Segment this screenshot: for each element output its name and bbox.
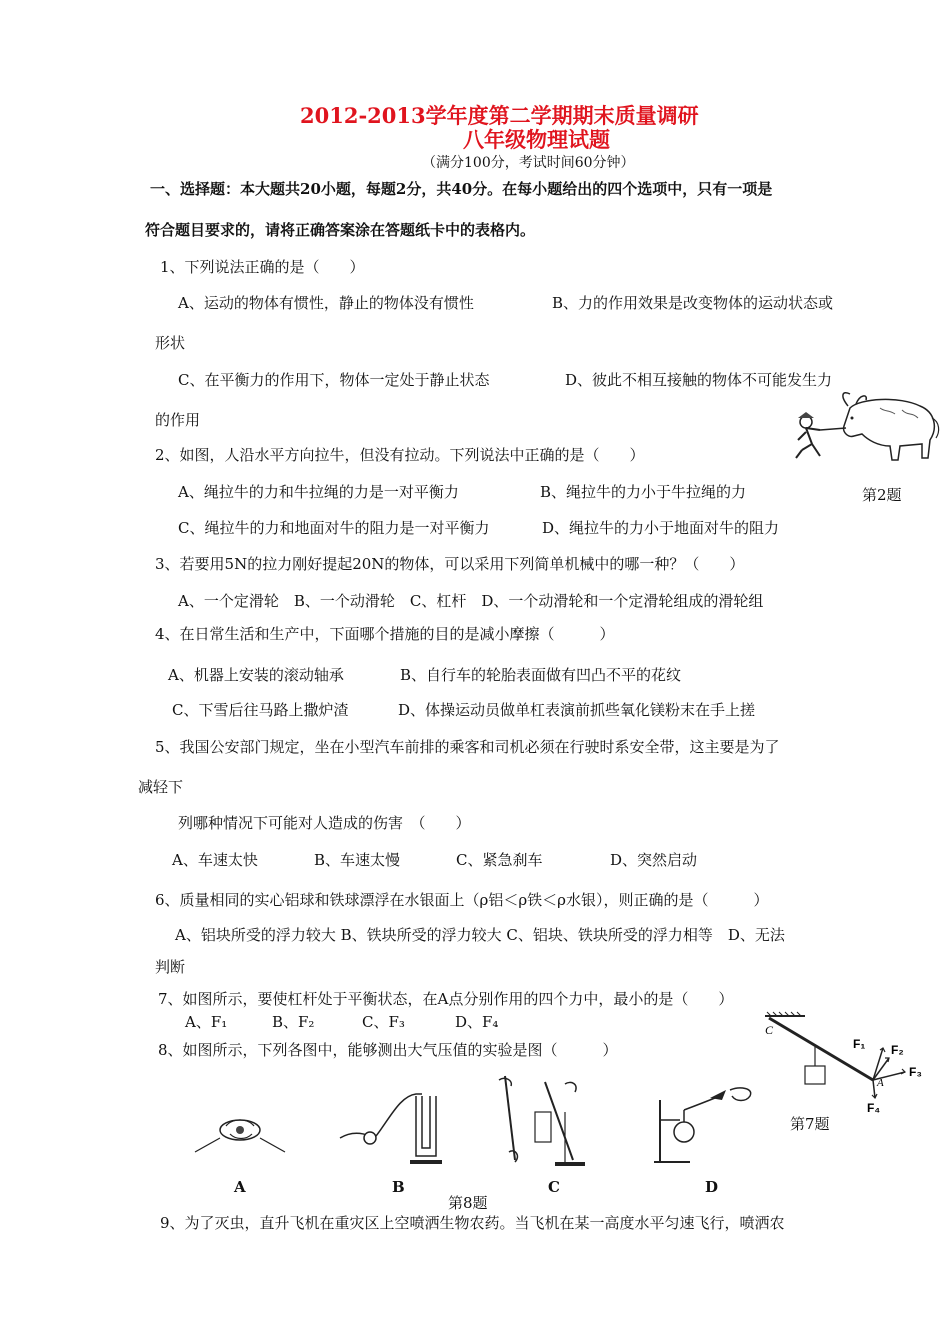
q8-label-d: D (705, 1178, 719, 1196)
q7-stem: 7、如图所示，要使杠杆处于平衡状态，在A点分别作用的四个力中，最小的是（ ） (158, 990, 734, 1008)
q5-option-c: C、紧急刹车 (456, 851, 543, 869)
q1-option-d-cont: 的作用 (155, 411, 201, 429)
person-pulling-ox-figure (790, 388, 940, 470)
exam-score-time: （满分100分，考试时间60分钟） (422, 155, 635, 171)
q4-stem: 4、在日常生活和生产中，下面哪个措施的目的是减小摩擦（ ） (155, 625, 615, 643)
q8-label-a: A (234, 1178, 246, 1196)
section-intro-line1: 一、选择题：本大题共20小题，每题2分，共40分。在每小题给出的四个选项中，只有一项是 (150, 180, 773, 198)
q4-option-c: C、下雪后往马路上撒炉渣 (172, 701, 349, 719)
q7-option-c: C、F₃ (362, 1013, 405, 1031)
q2-figure-caption: 第2题 (862, 486, 902, 504)
q2-option-d: D、绳拉牛的力小于地面对牛的阻力 (542, 519, 780, 537)
lever-label-f3: F₃ (909, 1065, 922, 1079)
q5-option-d: D、突然启动 (610, 851, 698, 869)
q2-option-b: B、绳拉牛的力小于牛拉绳的力 (540, 483, 747, 501)
q1-option-c: C、在平衡力的作用下，物体一定处于静止状态 (178, 371, 490, 389)
q7-option-b: B、F₂ (272, 1013, 315, 1031)
q8-label-b: B (392, 1178, 405, 1196)
lever-label-f1: F₁ (853, 1037, 866, 1051)
lever-label-c: C (765, 1023, 774, 1037)
q5-option-a: A、车速太快 (172, 851, 258, 869)
q6-options: A、铝块所受的浮力较大 B、铁块所受的浮力较大 C、铝块、铁块所受的浮力相等 D、无法 (175, 926, 785, 944)
q2-stem: 2、如图，人沿水平方向拉牛，但没有拉动。下列说法中正确的是（ ） (155, 446, 645, 464)
section-intro-line2: 符合题目要求的，请将正确答案涂在答题纸卡中的表格内。 (145, 221, 536, 239)
q1-option-d: D、彼此不相互接触的物体不可能发生力 (565, 371, 833, 389)
lever-label-a: A (877, 1077, 884, 1089)
lever-figure (755, 1010, 940, 1125)
q5-stem-cont1: 减轻下 (138, 778, 184, 796)
q7-option-d: D、F₄ (455, 1013, 499, 1031)
q1-option-b-cont: 形状 (155, 334, 186, 352)
q4-option-a: A、机器上安装的滚动轴承 (168, 666, 344, 684)
q7-figure-caption: 第7题 (790, 1115, 830, 1133)
q8-stem: 8、如图所示，下列各图中，能够测出大气压值的实验是图（ ） (158, 1041, 618, 1059)
q8-label-c: C (548, 1178, 560, 1196)
experiment-figure-a (190, 1100, 290, 1160)
q6-options-cont: 判断 (155, 958, 186, 976)
q4-option-d: D、体操运动员做单杠表演前抓些氧化镁粉末在手上搓 (398, 701, 756, 719)
q3-options: A、一个定滑轮 B、一个动滑轮 C、杠杆 D、一个动滑轮和一个定滑轮组成的滑轮组 (178, 592, 764, 610)
q1-option-a: A、运动的物体有惯性，静止的物体没有惯性 (178, 294, 474, 312)
experiment-figure-b (330, 1088, 450, 1168)
experiment-figure-c (485, 1072, 595, 1172)
exam-title: 2012-2013学年度第二学期期末质量调研 (300, 103, 699, 128)
q7-option-a: A、F₁ (185, 1013, 228, 1031)
q6-stem: 6、质量相同的实心铝球和铁球漂浮在水银面上（ρ铝＜ρ铁＜ρ水银），则正确的是（ ） (155, 891, 769, 909)
q8-figure-caption: 第8题 (448, 1194, 488, 1212)
q1-option-b: B、力的作用效果是改变物体的运动状态或 (552, 294, 834, 312)
q2-option-a: A、绳拉牛的力和牛拉绳的力是一对平衡力 (178, 483, 459, 501)
q9-stem: 9、为了灭虫，直升飞机在重灾区上空喷洒生物农药。当飞机在某一高度水平匀速飞行，喷洒农 (160, 1214, 785, 1232)
experiment-figure-d (650, 1080, 770, 1170)
lever-label-f4: F₄ (867, 1101, 881, 1115)
q5-stem-cont2: 列哪种情况下可能对人造成的伤害 （ ） (178, 814, 471, 832)
exam-subject-title: 八年级物理试题 (463, 127, 610, 152)
q3-stem: 3、若要用5N的拉力刚好提起20N的物体，可以采用下列简单机械中的哪一种？（ ） (155, 555, 745, 573)
lever-label-f2: F₂ (891, 1043, 904, 1057)
q2-option-c: C、绳拉牛的力和地面对牛的阻力是一对平衡力 (178, 519, 490, 537)
q5-stem: 5、我国公安部门规定，坐在小型汽车前排的乘客和司机必须在行驶时系安全带，这主要是为了 (155, 738, 780, 756)
q1-stem: 1、下列说法正确的是（ ） (160, 258, 365, 276)
q4-option-b: B、自行车的轮胎表面做有凹凸不平的花纹 (400, 666, 682, 684)
q5-option-b: B、车速太慢 (314, 851, 401, 869)
